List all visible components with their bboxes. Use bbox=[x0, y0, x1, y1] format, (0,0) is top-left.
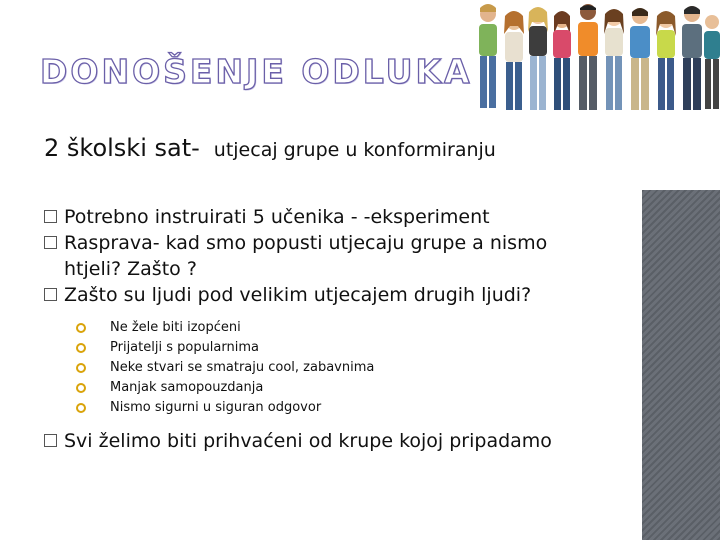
sub-bullet-text: Neke stvari se smatraju cool, zabavnima bbox=[110, 360, 375, 375]
person-1 bbox=[479, 4, 497, 108]
person-3 bbox=[528, 7, 548, 110]
sub-bullet-text: Ne žele biti izopćeni bbox=[110, 320, 241, 335]
person-10 bbox=[704, 15, 720, 109]
ring-bullet-icon bbox=[76, 323, 86, 333]
ring-bullet-icon bbox=[76, 383, 86, 393]
bullet-text: Zašto su ljudi pod velikim utjecajem drugih ljudi? bbox=[64, 284, 532, 306]
person-8 bbox=[656, 11, 676, 110]
bullet-list bbox=[44, 204, 604, 454]
person-2 bbox=[504, 11, 524, 110]
checkbox-square-icon bbox=[44, 210, 57, 223]
bullet-text: Rasprava- kad smo popusti utjecaju grupe a nismo htjeli? Zašto ? bbox=[64, 232, 548, 280]
sub-bullet-text: Prijatelji s popularnima bbox=[110, 340, 259, 355]
sub-bullet-item bbox=[76, 398, 604, 418]
ring-bullet-icon bbox=[76, 343, 86, 353]
sub-bullet-text: Manjak samopouzdanja bbox=[110, 380, 264, 395]
sub-bullet-list bbox=[76, 318, 604, 418]
ring-bullet-icon bbox=[76, 363, 86, 373]
sub-bullet-item bbox=[76, 358, 604, 378]
person-4 bbox=[553, 11, 571, 110]
sub-bullet-item bbox=[76, 378, 604, 398]
bullet-item bbox=[44, 230, 604, 282]
checkbox-square-icon bbox=[44, 434, 57, 447]
bullet-item bbox=[44, 428, 604, 454]
bullet-text: Svi želimo biti prihvaćeni od krupe kojoj pripadamo bbox=[64, 430, 552, 452]
checkbox-square-icon bbox=[44, 288, 57, 301]
sub-bullet-item bbox=[76, 338, 604, 358]
bullet-text: Potrebno instruirati 5 učenika - -eksperiment bbox=[64, 206, 490, 228]
decorative-side-strip bbox=[642, 190, 720, 540]
ring-bullet-icon bbox=[76, 403, 86, 413]
person-7 bbox=[630, 8, 650, 110]
bullet-item bbox=[44, 204, 604, 230]
subtitle bbox=[44, 134, 496, 162]
person-9 bbox=[682, 6, 702, 110]
bullet-item bbox=[44, 282, 604, 418]
checkbox-square-icon bbox=[44, 236, 57, 249]
sub-bullet-text: Nismo sigurni u siguran odgovor bbox=[110, 400, 322, 415]
person-5 bbox=[578, 4, 598, 110]
slide-title: DONOŠENJE ODLUKA bbox=[40, 52, 473, 91]
subtitle-main: 2 školski sat- bbox=[44, 134, 200, 162]
group-of-people-image bbox=[466, 0, 720, 122]
sub-bullet-item bbox=[76, 318, 604, 338]
subtitle-rest: utjecaj grupe u konformiranju bbox=[213, 139, 496, 161]
person-6 bbox=[604, 9, 624, 110]
